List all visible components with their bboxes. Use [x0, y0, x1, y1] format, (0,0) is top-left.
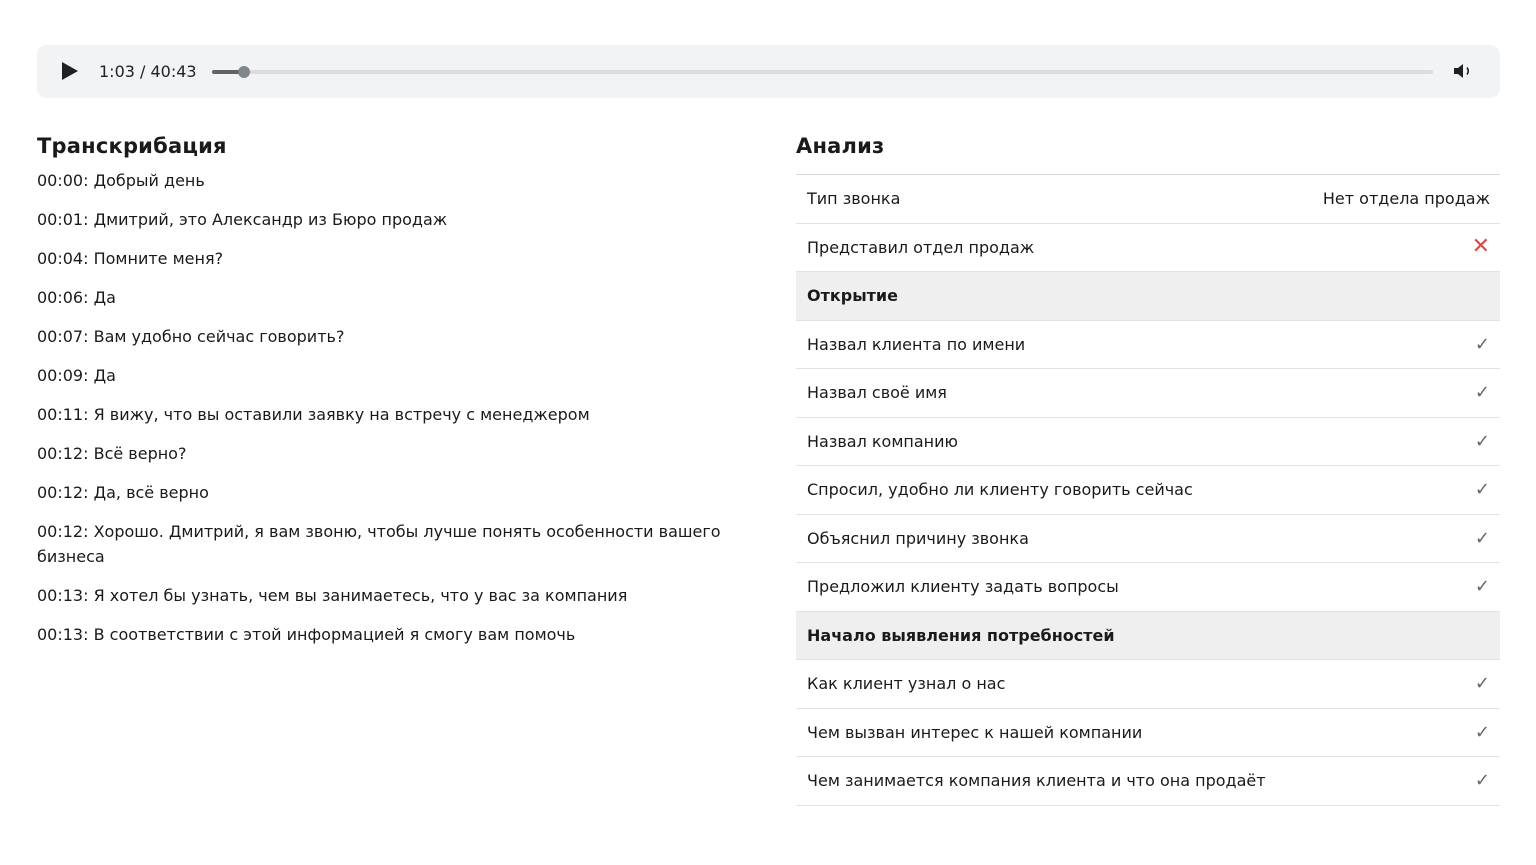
transcript-line: 00:11: Я вижу, что вы оставили заявку на встречу с менеджером: [37, 405, 590, 424]
transcript-line: 00:12: Хорошо. Дмитрий, я вам звоню, чтобы лучше понять особенности вашего бизнеса: [37, 522, 721, 566]
analysis-row: [796, 369, 1500, 418]
analysis-section-header: [796, 272, 1500, 321]
transcript-panel: [37, 130, 737, 661]
analysis-row: [796, 757, 1500, 806]
analysis-panel: [796, 130, 1500, 806]
check-icon: ✓: [1474, 527, 1490, 549]
transcript-line: 00:09: Да: [37, 366, 116, 385]
transcript-lines: [37, 168, 737, 647]
analysis-row: [796, 660, 1500, 709]
analysis-row-label: Назвал клиента по имени: [807, 334, 1026, 354]
analysis-row-label: Тип звонка: [807, 189, 901, 209]
transcript-line: 00:06: Да: [37, 288, 116, 307]
analysis-row-value: Нет отдела продаж: [1322, 189, 1490, 209]
analysis-row-label: Назвал компанию: [807, 431, 959, 451]
transcript-line: 00:13: Я хотел бы узнать, чем вы занимаетесь, что у вас за компания: [37, 586, 628, 605]
check-icon: ✓: [1474, 770, 1490, 792]
transcript-line: 00:01: Дмитрий, это Александр из Бюро продаж: [37, 210, 448, 229]
analysis-table: [796, 174, 1500, 806]
time-display: 1:03 / 40:43: [99, 62, 197, 81]
transcript-line: 00:07: Вам удобно сейчас говорить?: [37, 327, 345, 346]
check-icon: ✓: [1474, 333, 1490, 355]
transcript-line: 00:04: Помните меня?: [37, 249, 224, 268]
transcript-line: 00:13: В соответствии с этой информацией я смогу вам помочь: [37, 625, 576, 644]
analysis-row-label: Чем вызван интерес к нашей компании: [807, 722, 1143, 742]
play-icon: [57, 59, 81, 83]
play-button[interactable]: [57, 59, 81, 83]
transcript-line: 00:12: Да, всё верно: [37, 483, 209, 502]
analysis-row: [796, 418, 1500, 467]
check-icon: ✓: [1474, 430, 1490, 452]
transcript-title: Транскрибация: [37, 134, 227, 158]
check-icon: ✓: [1474, 576, 1490, 598]
progress-thumb[interactable]: [238, 66, 250, 78]
progress-slider[interactable]: [212, 70, 1433, 74]
volume-icon: [1452, 61, 1474, 81]
analysis-row: [796, 175, 1500, 224]
cross-icon: ✕: [1471, 234, 1490, 260]
analysis-section-header: [796, 612, 1500, 661]
analysis-row: [796, 563, 1500, 612]
analysis-row-label: Представил отдел продаж: [807, 237, 1035, 257]
analysis-title: Анализ: [796, 134, 885, 158]
transcript-line: 00:12: Всё верно?: [37, 444, 187, 463]
analysis-row-label: Начало выявления потребностей: [807, 625, 1115, 645]
analysis-row-label: Чем занимается компания клиента и что она продаёт: [807, 771, 1266, 791]
analysis-row-label: Как клиент узнал о нас: [807, 674, 1006, 694]
analysis-row: [796, 466, 1500, 515]
analysis-row-label: Предложил клиенту задать вопросы: [807, 577, 1119, 597]
audio-player: [37, 45, 1500, 98]
check-icon: ✓: [1474, 673, 1490, 695]
check-icon: ✓: [1474, 382, 1490, 404]
analysis-row: [796, 224, 1500, 273]
analysis-row-label: Объяснил причину звонка: [807, 528, 1029, 548]
analysis-row-label: Открытие: [807, 286, 898, 306]
transcript-line: 00:00: Добрый день: [37, 171, 205, 190]
analysis-row: [796, 709, 1500, 758]
check-icon: ✓: [1474, 479, 1490, 501]
check-icon: ✓: [1474, 721, 1490, 743]
analysis-row-label: Назвал своё имя: [807, 383, 947, 403]
analysis-row: [796, 515, 1500, 564]
analysis-row-label: Спросил, удобно ли клиенту говорить сейчас: [807, 480, 1193, 500]
volume-button[interactable]: [1452, 61, 1474, 81]
analysis-row: [796, 321, 1500, 370]
